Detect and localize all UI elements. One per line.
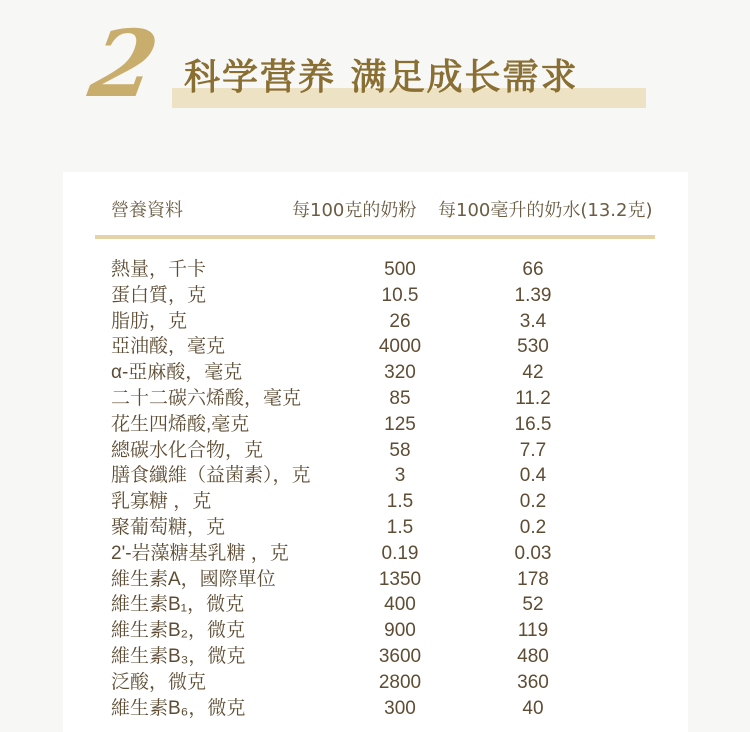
per-water-value: 40 xyxy=(522,697,544,719)
per-water-value: 3.4 xyxy=(519,310,547,332)
per-powder-value: 26 xyxy=(389,310,411,332)
section-header xyxy=(0,0,750,150)
section-title: 科学营养 满足成长需求 xyxy=(184,56,579,98)
per-powder-value: 58 xyxy=(389,439,411,461)
section-number: 2 xyxy=(82,10,166,118)
per-powder-value: 1.5 xyxy=(386,491,414,513)
table-row xyxy=(0,283,750,309)
table-row xyxy=(0,515,750,541)
per-powder-value: 0.19 xyxy=(381,542,419,564)
per-powder-value: 400 xyxy=(384,594,416,616)
nutrient-name: 維生素B₂，微克 xyxy=(111,620,246,642)
per-water-value: 0.03 xyxy=(514,542,552,564)
per-powder-value: 900 xyxy=(384,620,416,642)
per-powder-value: 85 xyxy=(389,387,411,409)
nutrient-name: 維生素B₃，微克 xyxy=(111,645,246,667)
table-row xyxy=(0,696,750,722)
nutrient-name: 蛋白質，克 xyxy=(111,284,207,306)
header-per-100g-powder: 每100克的奶粉 xyxy=(292,200,417,221)
nutrient-name: 聚葡萄糖，克 xyxy=(111,516,226,538)
per-water-value: 178 xyxy=(517,568,549,590)
per-water-value: 119 xyxy=(517,620,549,642)
per-powder-value: 320 xyxy=(384,362,416,384)
per-water-value: 0.2 xyxy=(519,491,547,513)
per-water-value: 16.5 xyxy=(514,413,552,435)
per-water-value: 66 xyxy=(522,259,544,280)
per-powder-value: 2800 xyxy=(378,671,422,693)
nutrient-name: α-亞麻酸，毫克 xyxy=(111,362,243,384)
table-row xyxy=(0,360,750,386)
nutrient-name: 膳食纖維（益菌素），克 xyxy=(111,465,311,487)
table-row xyxy=(0,618,750,644)
per-water-value: 11.2 xyxy=(515,387,551,409)
per-water-value: 0.2 xyxy=(519,516,547,538)
per-powder-value: 300 xyxy=(384,697,416,719)
nutrient-name: 花生四烯酸,毫克 xyxy=(111,413,250,435)
nutrient-name: 二十二碳六烯酸，毫克 xyxy=(111,387,302,409)
table-row xyxy=(0,670,750,696)
table-row xyxy=(0,567,750,593)
nutrient-name: 總碳水化合物，克 xyxy=(111,439,264,461)
table-row xyxy=(0,334,750,360)
table-row xyxy=(0,309,750,335)
nutrient-name: 脂肪，克 xyxy=(111,310,188,332)
table-row xyxy=(0,386,750,412)
table-row xyxy=(0,438,750,464)
nutrient-name: 維生素B₆，微克 xyxy=(111,697,246,719)
table-row xyxy=(0,257,750,283)
nutrient-name: 維生素B₁，微克 xyxy=(111,594,245,616)
per-water-value: 530 xyxy=(517,336,549,358)
per-water-value: 360 xyxy=(517,671,549,693)
table-row xyxy=(0,412,750,438)
nutrition-table-body xyxy=(0,257,750,721)
per-water-value: 0.4 xyxy=(519,465,547,487)
header-nutrition-info: 營養資料 xyxy=(111,200,183,221)
per-water-value: 480 xyxy=(517,645,549,667)
per-water-value: 7.7 xyxy=(519,439,547,461)
per-powder-value: 4000 xyxy=(378,336,422,358)
nutrient-name: 亞油酸，毫克 xyxy=(111,336,226,358)
header-per-100ml-milk: 每100毫升的奶水(13.2克) xyxy=(438,200,653,221)
table-row xyxy=(0,644,750,670)
per-powder-value: 3 xyxy=(394,465,406,487)
per-powder-value: 125 xyxy=(384,413,416,435)
per-water-value: 1.39 xyxy=(514,284,552,306)
nutrient-name: 維生素A，國際單位 xyxy=(111,568,276,590)
nutrient-name: 泛酸，微克 xyxy=(111,671,207,693)
nutrient-name: 乳寡糖 ，克 xyxy=(111,491,212,513)
table-row xyxy=(0,489,750,515)
per-powder-value: 1.5 xyxy=(386,516,414,538)
table-row xyxy=(0,592,750,618)
header-divider xyxy=(95,235,655,239)
table-row xyxy=(0,541,750,567)
per-powder-value: 1350 xyxy=(378,568,422,590)
nutrient-name: 2'-岩藻糖基乳糖 ，克 xyxy=(111,542,289,564)
nutrient-name: 熱量，千卡 xyxy=(111,259,207,280)
table-row xyxy=(0,463,750,489)
per-powder-value: 500 xyxy=(384,259,416,280)
per-powder-value: 10.5 xyxy=(381,284,419,306)
per-powder-value: 3600 xyxy=(378,645,422,667)
per-water-value: 42 xyxy=(522,362,544,384)
per-water-value: 52 xyxy=(522,594,544,616)
